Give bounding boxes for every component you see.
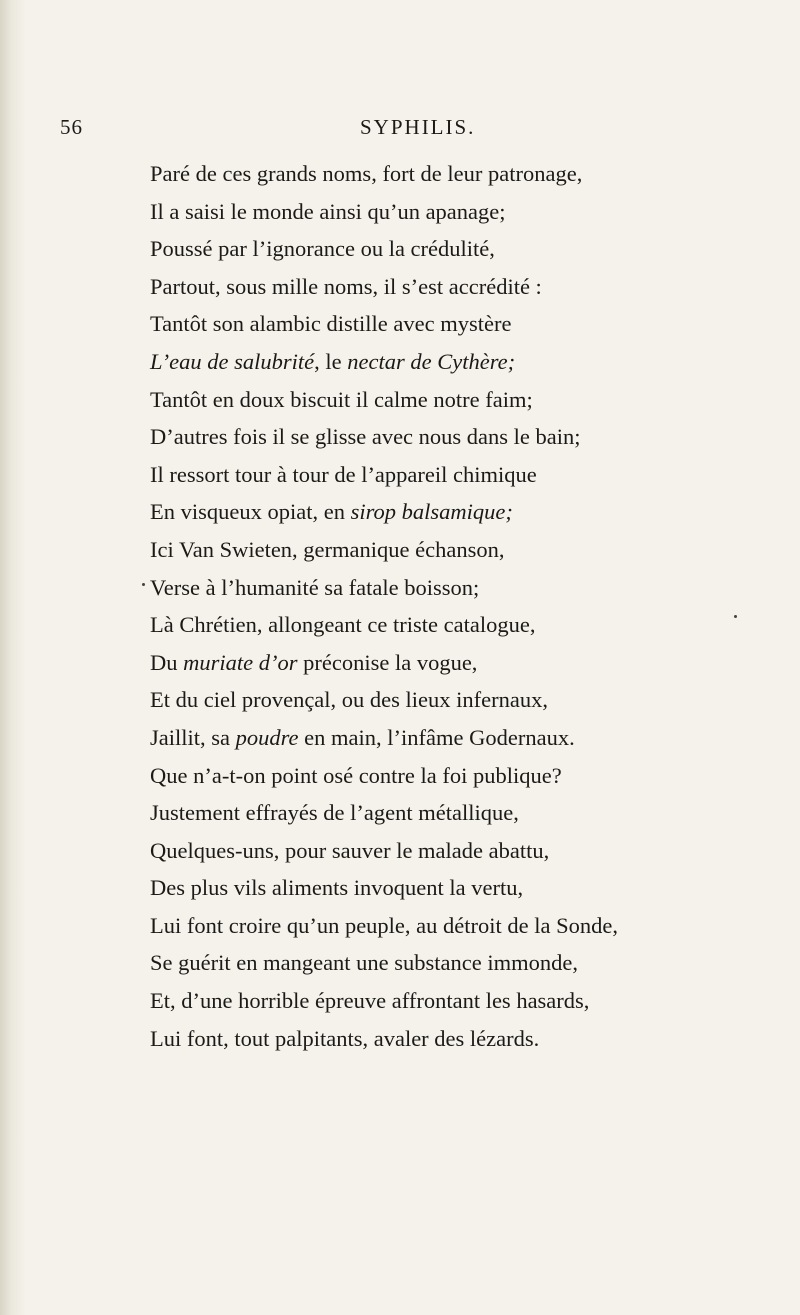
verse-line — [150, 230, 790, 268]
verse-line — [150, 644, 790, 682]
verse-text: Lui font croire qu’un peuple, au détroit de la Sonde, — [150, 912, 618, 938]
margin-dot-mark — [142, 583, 145, 586]
verse-italic-text: muriate d’or — [183, 649, 298, 675]
poem-verse — [150, 155, 790, 1057]
verse-line — [150, 343, 790, 381]
verse-text: préconise la vogue, — [297, 649, 478, 675]
verse-italic-text: sirop balsamique; — [350, 499, 513, 525]
verse-text: Quelques-uns, pour sauver le malade abattu, — [150, 837, 550, 863]
running-head — [60, 115, 720, 145]
verse-line — [150, 268, 790, 306]
verse-line — [150, 493, 790, 531]
verse-text: En visqueux opiat, en — [150, 499, 351, 525]
verse-line — [150, 869, 790, 907]
verse-text: Jaillit, sa — [150, 724, 236, 750]
verse-text: Il ressort tour à tour de l’appareil chimique — [150, 461, 537, 487]
verse-text: en main, l’infâme Godernaux. — [298, 724, 575, 750]
verse-line — [150, 719, 790, 757]
verse-line — [150, 305, 790, 343]
verse-line — [150, 982, 790, 1020]
verse-text: Et, d’une horrible épreuve affrontant les hasards, — [150, 988, 590, 1014]
verse-line — [150, 794, 790, 832]
verse-line — [150, 418, 790, 456]
verse-line — [150, 456, 790, 494]
verse-text: Des plus vils aliments invoquent la vertu, — [150, 875, 524, 901]
verse-line — [150, 907, 790, 945]
verse-line — [150, 193, 790, 231]
verse-text: Ici Van Swieten, germanique échanson, — [150, 536, 505, 562]
verse-italic-text: L’eau de salubrité — [150, 348, 315, 374]
verse-italic-text: poudre — [235, 724, 299, 750]
verse-text: Tantôt en doux biscuit il calme notre faim; — [150, 386, 533, 412]
running-title: SYPHILIS. — [360, 115, 476, 139]
verse-text: Se guérit en mangeant une substance immonde, — [150, 950, 579, 976]
verse-text: Poussé par l’ignorance ou la crédulité, — [150, 236, 495, 262]
verse-text: , le — [314, 348, 348, 374]
verse-line — [150, 757, 790, 795]
verse-text: Du — [150, 649, 184, 675]
verse-text: Que n’a-t-on point osé contre la foi publique? — [150, 762, 562, 788]
verse-text: Verse à l’humanité sa fatale boisson; — [150, 574, 480, 600]
verse-line — [150, 155, 790, 193]
verse-text: D’autres fois il se glisse avec nous dans le bain; — [150, 424, 581, 450]
verse-line — [150, 381, 790, 419]
verse-text: Paré de ces grands noms, fort de leur patronage, — [150, 161, 583, 186]
verse-line — [150, 606, 790, 644]
verse-text: Tantôt son alambic distille avec mystère — [150, 311, 512, 337]
verse-line — [150, 681, 790, 719]
verse-text: Et du ciel provençal, ou des lieux infernaux, — [150, 687, 548, 713]
verse-text: Lui font, tout palpitants, avaler des lézards. — [150, 1025, 540, 1051]
verse-line — [150, 832, 790, 870]
verse-text: Partout, sous mille noms, il s’est accrédité : — [150, 273, 542, 299]
verse-italic-text: nectar de Cythère; — [347, 348, 516, 374]
verse-line — [150, 531, 790, 569]
verse-text: Il a saisi le monde ainsi qu’un apanage; — [150, 198, 506, 224]
verse-text: Là Chrétien, allongeant ce triste catalogue, — [150, 612, 536, 638]
verse-line — [150, 569, 790, 607]
page-number: 56 — [60, 115, 83, 139]
verse-text: Justement effrayés de l’agent métallique, — [150, 800, 519, 826]
verse-line — [150, 1020, 790, 1058]
verse-line — [150, 944, 790, 982]
